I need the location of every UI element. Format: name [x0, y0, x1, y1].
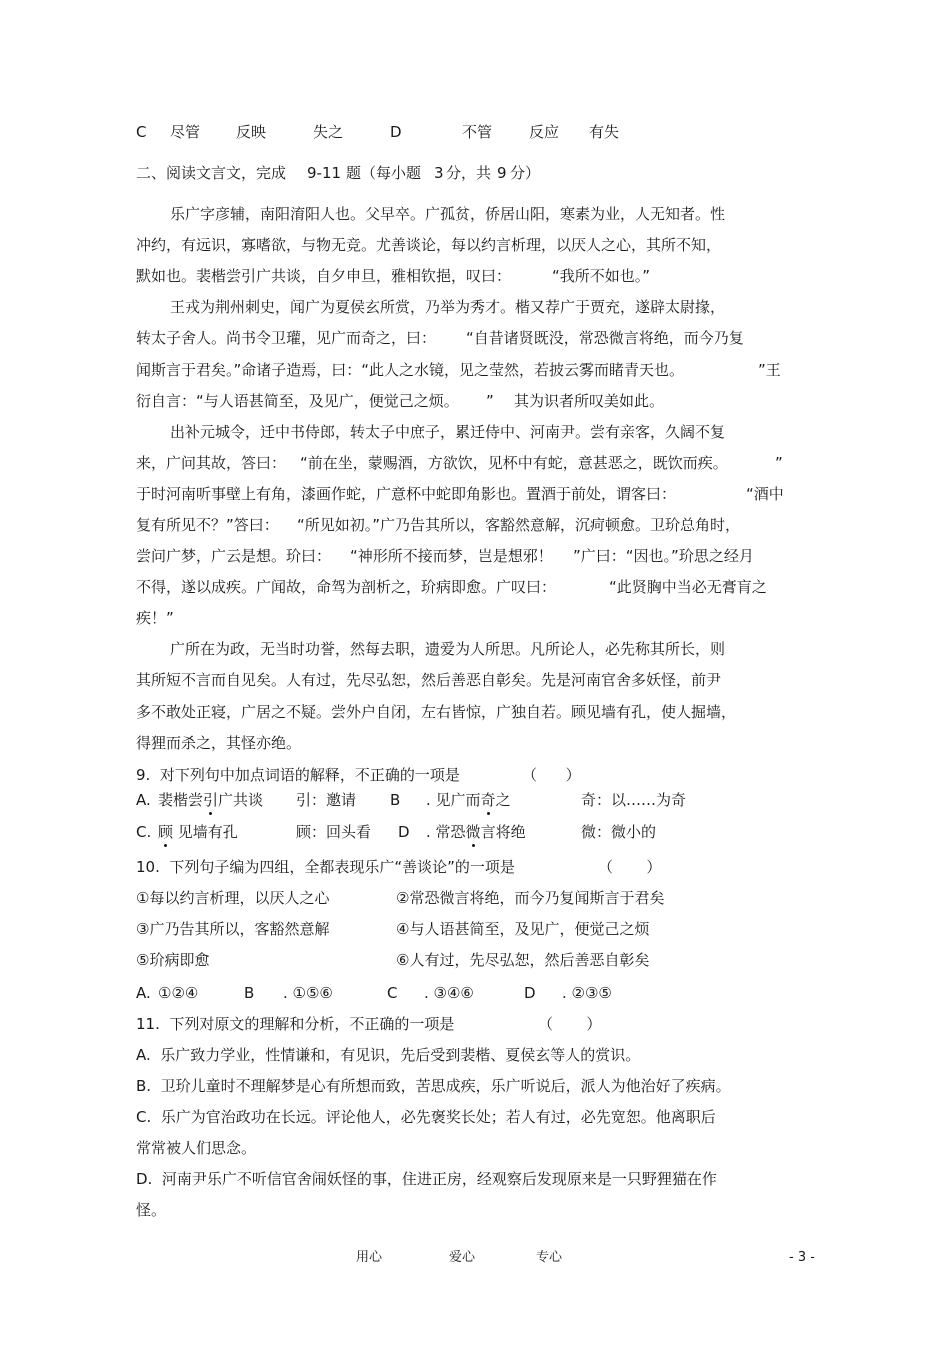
option-d-letter: D — [390, 123, 402, 141]
q10-option-a-letter: A. — [136, 984, 151, 1002]
passage-p3-line-4-rest: “所见如初。”广乃告其所以，客豁然意解，沉疴顿愈。卫玠总角时， — [297, 516, 741, 534]
passage-p2-line-2-quote: “自昔诸贤既没，常恐微言将绝，而今乃复 — [466, 329, 744, 347]
passage-p3-line-5: 尝问广梦，广云是想。玠曰： — [136, 547, 332, 565]
q9-option-b-gloss: 奇：以……为奇 — [581, 791, 687, 809]
passage-p2-line-3: 闻斯言于君矣。”命诸子造焉，曰：“此人之水镜，见之莹然，若披云雾而睹青天也。 — [136, 361, 685, 379]
section-heading-prefix: 二、阅读文言文，完成 — [136, 164, 287, 182]
option-d-word-2: 反应 — [529, 123, 560, 141]
passage-p3-line-5-quote: “神形所不接而梦，岂是想邪！ — [350, 547, 553, 565]
q10-option-c-letter: C — [387, 984, 398, 1002]
q9-option-d-gloss: 微：微小的 — [581, 823, 657, 841]
q10-item-5: ⑤玠病即愈 — [136, 951, 210, 969]
q11-stem: 11. 下列对原文的理解和分析，不正确的一项是 — [136, 1015, 455, 1033]
q9-option-c-dotted-word: 顾 — [158, 823, 174, 841]
passage-p3-line-5-end: ”广曰：“因也。”玠思之经月 — [573, 547, 754, 565]
q11-option-c-line-1: C. 乐广为官治政功在长远。评论他人，必先褒奖长处；若人有过，必先宽恕。他离职后 — [136, 1108, 716, 1126]
q9-option-b-letter: B — [390, 791, 401, 809]
option-d-word-3: 有失 — [589, 123, 620, 141]
footer-word-3: 专心 — [536, 1250, 563, 1265]
passage-p2-line-1: 王戎为荆州刺史，闻广为夏侯玄所赏，乃举为秀才。楷又荐广于贾充，遂辟太尉掾， — [170, 298, 726, 316]
section-heading-range: 9-11 — [307, 164, 342, 182]
q9-option-d-letter: D — [398, 823, 410, 841]
passage-p4-line-2: 其所短不言而自见矣。人有过，先尽弘恕，然后善恶自彰矣。先是河南官舍多妖怪，前尹 — [136, 671, 722, 689]
q9-option-c-letter: C. — [136, 823, 152, 841]
passage-p3-line-4: 复有所见不？”答曰： — [136, 516, 279, 534]
passage-p2-line-4-end: 其为识者所叹美如此。 — [514, 392, 665, 410]
passage-p3-line-3-quote: “酒中 — [746, 485, 784, 503]
q9-option-b-dotted-word: 奇 — [480, 791, 496, 809]
q11-option-d-line-1: D. 河南尹乐广不听信官舍闹妖怪的事，住进正房，经观察后发现原来是一只野狸猫在作 — [136, 1170, 717, 1188]
option-c-word-3: 失之 — [313, 123, 344, 141]
q9-option-c-gloss: 顾：回头看 — [296, 823, 372, 841]
q9-option-a-sentence: 裴楷尝引广共谈 — [158, 791, 264, 809]
section-heading-total: 9 — [497, 164, 507, 182]
q11-answer-paren: （ ） — [538, 1015, 602, 1033]
section-heading-end: 分） — [510, 164, 541, 182]
passage-p4-line-3: 多不敢处正寝，广居之不疑。尝外户自闭，左右皆惊，广独自若。顾见墙有孔，使人掘墙， — [136, 703, 737, 721]
footer-word-2: 爱心 — [449, 1250, 476, 1265]
passage-p3-line-3: 于时河南听事壁上有角，漆画作蛇，广意杯中蛇即角影也。置酒于前处，谓客曰： — [136, 485, 677, 503]
passage-p4-line-4: 得狸而杀之，其怪亦绝。 — [136, 734, 302, 752]
q10-option-a: ①②④ — [158, 984, 199, 1002]
q9-answer-paren: （ ） — [522, 766, 581, 784]
passage-p3-line-6: 不得，遂以成疾。广闻故，命驾为剖析之，玠病即愈。广叹曰： — [136, 578, 557, 596]
q10-option-d-letter: D — [524, 984, 536, 1002]
q11-option-c-line-2: 常常被人们思念。 — [136, 1139, 257, 1157]
passage-p1-line-1: 乐广字彦辅，南阳淯阳人也。父早卒。广孤贫，侨居山阳，寒素为业，人无知者。性 — [170, 205, 726, 223]
q11-option-d-line-2: 怪。 — [136, 1201, 167, 1219]
page-number: - 3 - — [789, 1250, 815, 1265]
q9-option-d-sentence: . 常恐微言将绝 — [426, 823, 526, 841]
q10-option-b-letter: B — [244, 984, 255, 1002]
q10-item-2: ②常恐微言将绝，而今乃复闻斯言于君矣 — [396, 889, 665, 907]
passage-p2-line-4: 衍自言：“与人语甚简至，及见广，便觉己之烦。 — [136, 392, 459, 410]
q9-option-a-dotted-word: 引 — [203, 791, 219, 809]
q9-option-a-letter: A. — [136, 791, 151, 809]
option-d-word-1: 不管 — [462, 123, 493, 141]
option-c-word-1: 尽管 — [170, 123, 201, 141]
q11-option-b: B. 卫玠儿童时不理解梦是心有所想而致，苦思成疾，乐广听说后，派人为他治好了疾病。 — [136, 1077, 731, 1095]
q10-item-1: ①每以约言析理，以厌人之心 — [136, 889, 330, 907]
passage-p2-line-2: 转太子舍人。尚书令卫瓘，见广而奇之，曰： — [136, 329, 437, 347]
passage-p3-line-6-quote: “此贤胸中当必无膏肓之 — [609, 578, 767, 596]
q9-option-c-sentence: 顾 见墙有孔 — [158, 823, 238, 841]
q9-option-d-dotted-word: 微 — [465, 823, 481, 841]
section-heading-suffix: 题（每小题 — [346, 164, 422, 182]
option-c-word-2: 反映 — [236, 123, 267, 141]
q9-stem: 9. 对下列句中加点词语的解释，不正确的一项是 — [136, 766, 460, 784]
section-heading-each: 3 — [434, 164, 444, 182]
passage-p1-line-3: 默如也。裴楷尝引广共谈，自夕申旦，雅相钦挹，叹曰： — [136, 267, 512, 285]
passage-p3-line-1: 出补元城令，迁中书侍郎，转太子中庶子，累迁侍中、河南尹。尝有亲客，久阔不复 — [170, 423, 726, 441]
passage-p3-line-2-end: ” — [775, 454, 783, 472]
q10-option-d: . ②③⑤ — [562, 984, 612, 1002]
option-c-letter: C — [136, 123, 147, 141]
passage-p3-line-2-quote: “前在坐，蒙赐酒，方欲饮，见杯中有蛇，意甚恶之，既饮而疾。 — [300, 454, 728, 472]
passage-p4-line-1: 广所在为政，无当时功誉，然每去职，遗爱为人所思。凡所论人，必先称其所长，则 — [170, 640, 726, 658]
q10-item-3: ③广乃告其所以，客豁然意解 — [136, 920, 330, 938]
passage-p1-line-2: 冲约，有远识，寡嗜欲，与物无竞。尤善谈论，每以约言析理，以厌人之心，其所不知， — [136, 236, 722, 254]
q9-option-b-sentence: . 见广而奇之 — [426, 791, 511, 809]
passage-p2-line-4-quote-close: ” — [486, 392, 494, 410]
q9-option-a-gloss: 引：邀请 — [296, 791, 357, 809]
q10-option-c: . ③④⑥ — [424, 984, 474, 1002]
q10-option-b: . ①⑤⑥ — [283, 984, 333, 1002]
footer-word-1: 用心 — [356, 1250, 383, 1265]
passage-p3-line-2: 来，广问其故，答曰： — [136, 454, 287, 472]
q10-answer-paren: （ ） — [598, 858, 662, 876]
passage-p2-line-3-end: ”王 — [758, 361, 781, 379]
section-heading-mid: 分，共 — [446, 164, 492, 182]
q10-item-4: ④与人语甚简至，及见广，便觉己之烦 — [396, 920, 650, 938]
q11-option-a: A. 乐广致力学业，性情谦和，有见识，先后受到裴楷、夏侯玄等人的赏识。 — [136, 1046, 641, 1064]
passage-p1-quote: “我所不如也。” — [552, 267, 651, 285]
q10-stem: 10. 下列句子编为四组，全都表现乐广“善谈论”的一项是 — [136, 858, 515, 876]
q10-item-6: ⑥人有过，先尽弘恕，然后善恶自彰矣 — [396, 951, 650, 969]
passage-p3-line-7: 疾！” — [136, 609, 174, 627]
